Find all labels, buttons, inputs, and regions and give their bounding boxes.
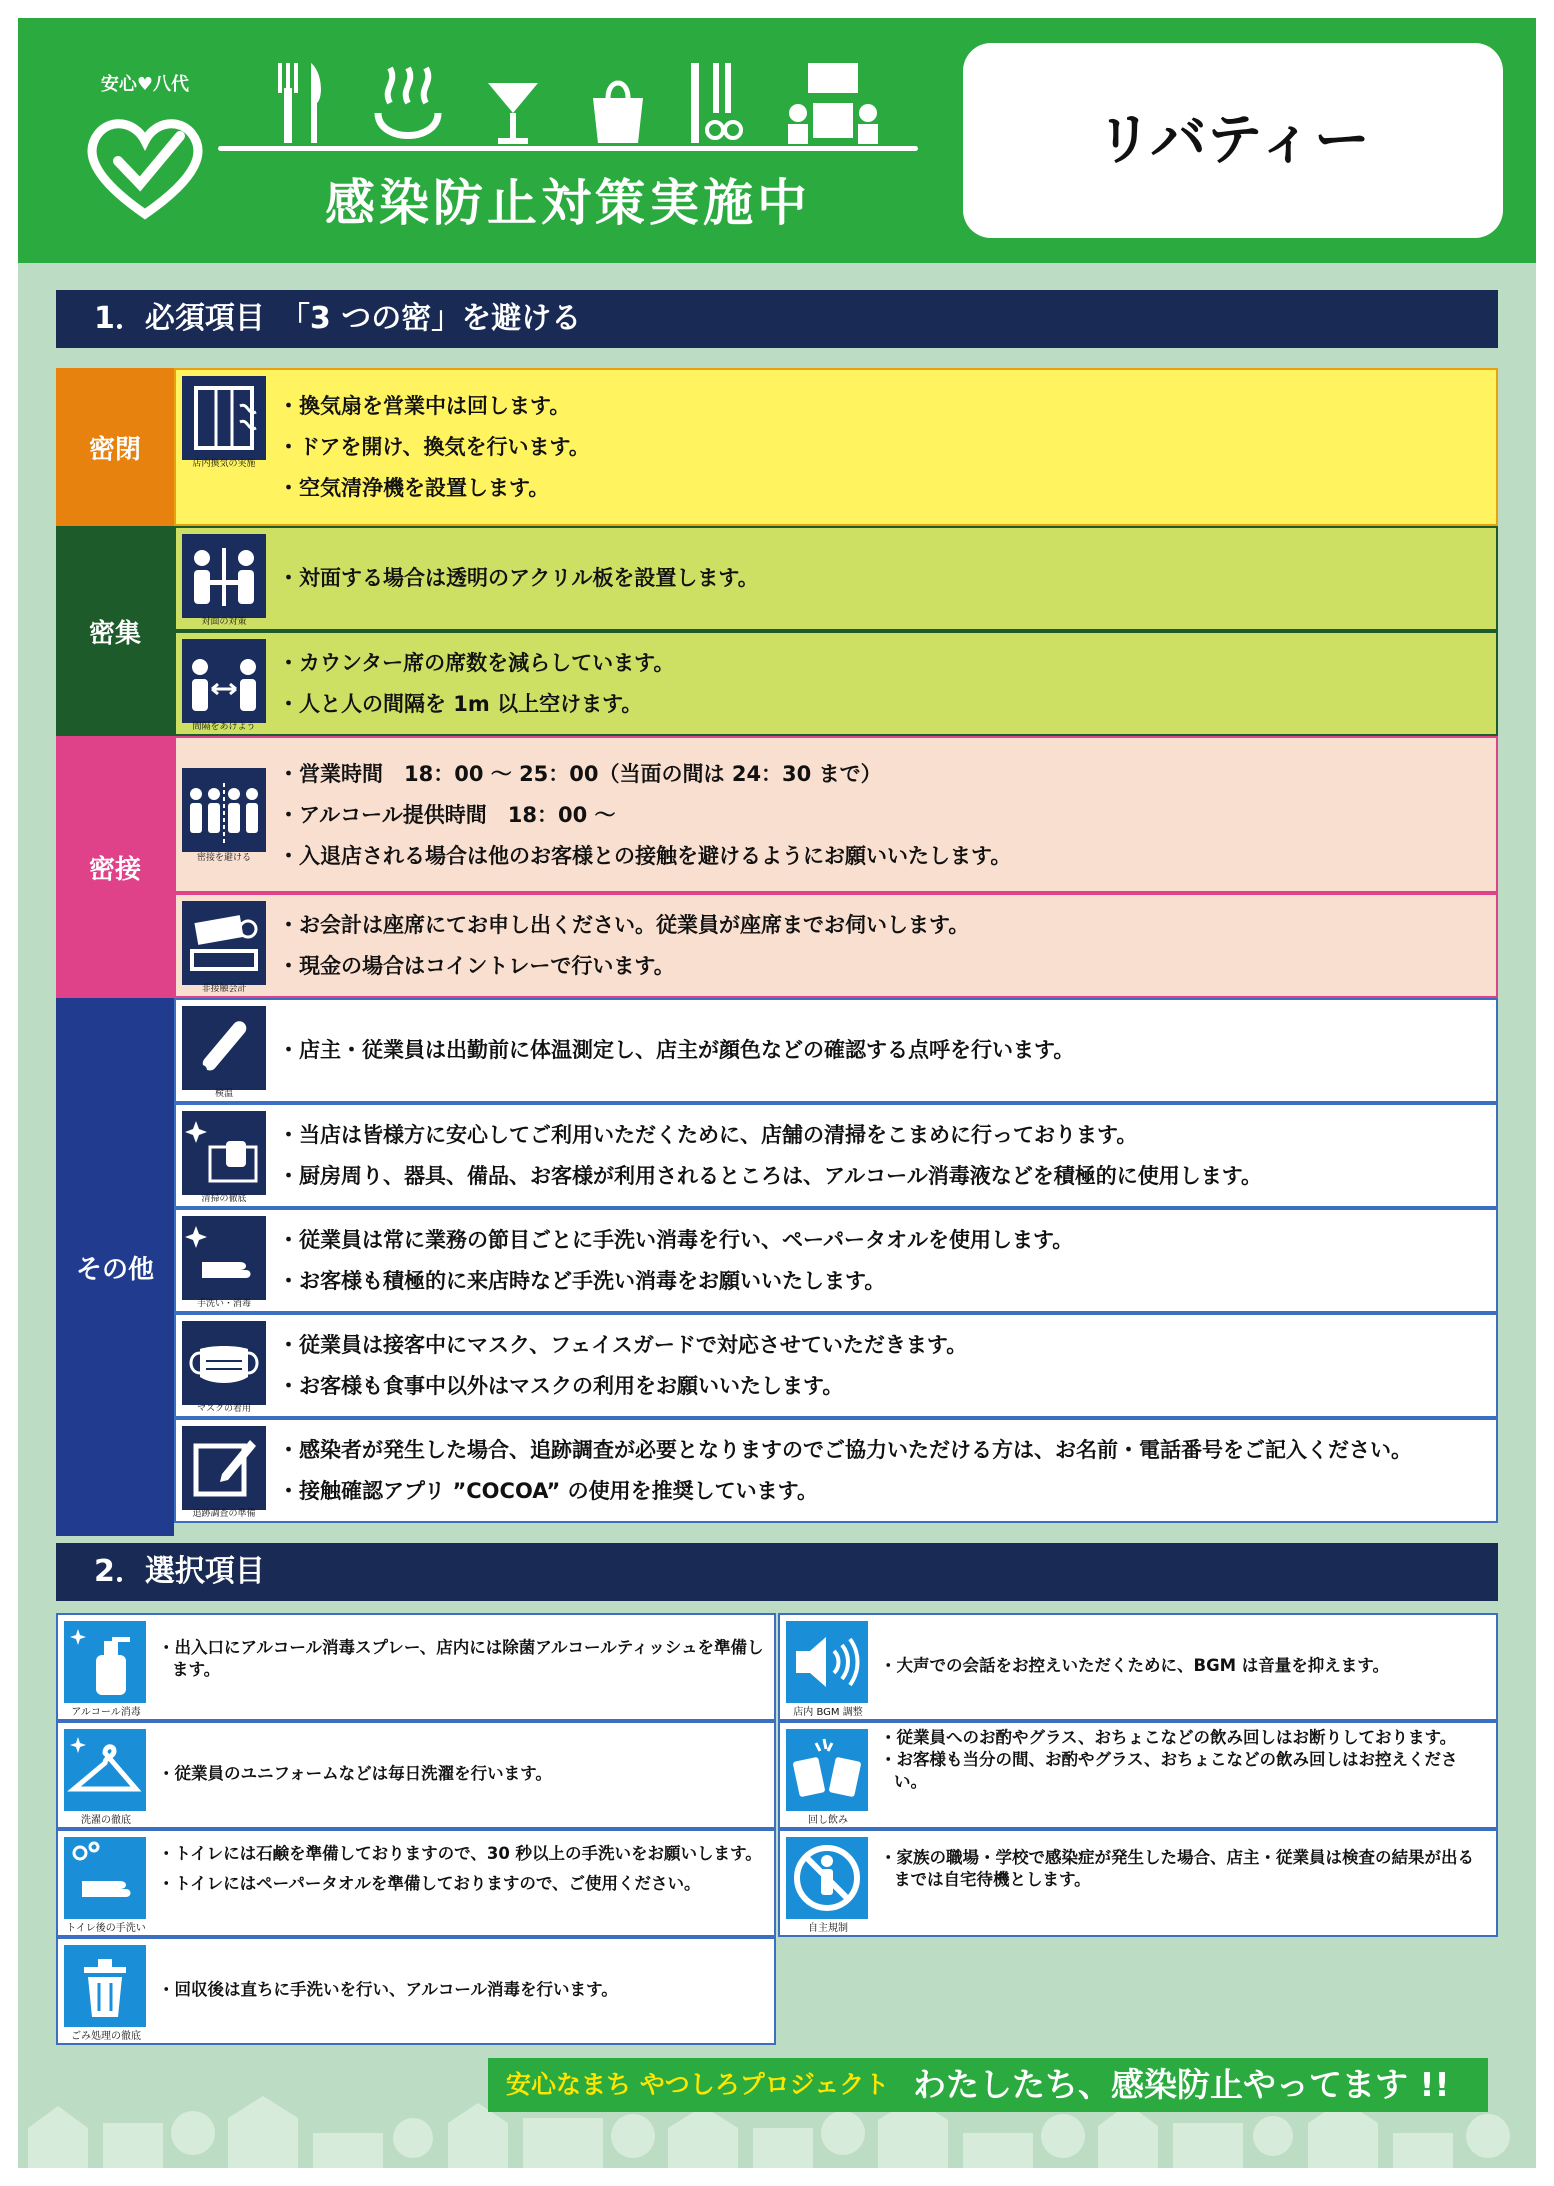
row-temperature [174, 998, 1498, 1103]
shared-drinks-icon [786, 1729, 868, 1811]
shopping-bag-icon [583, 58, 653, 148]
no-entry-person-icon [786, 1837, 868, 1919]
handwash-icon [182, 1216, 266, 1300]
ventilation-icon [182, 376, 266, 460]
cleaning-icon [182, 1111, 266, 1195]
comb-scissors-icon [683, 58, 753, 148]
text-line: ・対面する場合は透明のアクリル板を設置します。 [278, 566, 759, 590]
text-line: ・店主・従業員は出勤前に体温測定し、店主が顔色などの確認する点呼を行います。 [278, 1038, 1075, 1062]
text-line: ・人と人の間隔を 1m 以上空けます。 [278, 692, 643, 716]
distance-icon [182, 639, 266, 723]
tracing-form-icon [182, 1426, 266, 1510]
thermometer-icon [182, 1006, 266, 1090]
text-line: ・換気扇を営業中は回します。 [278, 394, 571, 418]
row-text [278, 558, 759, 599]
icon-caption: トイレ後の手洗い [66, 1923, 146, 1934]
option-text [880, 1727, 1490, 1793]
row-text [278, 1030, 1074, 1071]
sanitizer-icon [64, 1621, 146, 1703]
text-line: ・大声での会話をお控えいただくために、BGM は音量を抑えます。 [880, 1656, 1389, 1675]
option-self-restraint [778, 1829, 1498, 1937]
icon-caption: 店内換気の実施 [192, 459, 256, 469]
icon-caption: 洗濯の徹底 [81, 1815, 131, 1826]
row-face-to-face [174, 526, 1498, 631]
icon-caption: 密接を避ける [196, 853, 251, 863]
text-line: ・感染者が発生した場合、追跡調査が必要となりますのでご協力いただける方は、お名前・電話番号をご記入ください。 [278, 1438, 1412, 1462]
toilet-handwash-icon [64, 1837, 146, 1919]
row-tracing [174, 1418, 1498, 1523]
row-text [278, 1115, 1262, 1197]
row-mask [174, 1313, 1498, 1418]
poster [18, 18, 1536, 2168]
icon-caption: 手洗い・消毒 [196, 1299, 251, 1309]
category-other: その他 [56, 998, 174, 1536]
row-ventilation [174, 368, 1498, 526]
icon-caption: マスクの着用 [196, 1404, 251, 1414]
text-line: ・空気清浄機を設置します。 [278, 476, 550, 500]
text-line: ・家族の職場・学校で感染症が発生した場合、店主・従業員は検査の結果が出るまでは自宅待機とします。 [880, 1848, 1474, 1889]
row-text [278, 643, 674, 725]
meeting-icon [783, 58, 883, 148]
logo-text: 安心♥八代 [100, 74, 190, 95]
icon-caption: 自主規制 [808, 1923, 848, 1934]
text-line: ・ドアを開け、換気を行います。 [278, 435, 590, 459]
icon-caption: 対面の対策 [201, 617, 247, 627]
text-line: ・アルコール提供時間 18：00 ～ [278, 803, 616, 827]
store-name: リバティー [1096, 108, 1370, 173]
icon-caption: 回し飲み [808, 1815, 848, 1826]
row-text [278, 1325, 967, 1407]
text-line: ・お客様も積極的に来店時など手洗い消毒をお願いいたします。 [278, 1269, 886, 1293]
option-trash [56, 1937, 776, 2045]
category-missetsu: 密接 [56, 736, 174, 998]
header-divider [218, 146, 918, 151]
option-laundry [56, 1721, 776, 1829]
text-line: ・トイレにはペーパータオルを準備しておりますので、ご使用ください。 [158, 1874, 701, 1893]
text-line: ・出入口にアルコール消毒スプレー、店内には除菌アルコールティッシュを準備します。 [158, 1638, 764, 1679]
section2-heading: 2．選択項目 [56, 1543, 1498, 1601]
option-toilet-handwash [56, 1829, 776, 1937]
text-line: ・お客様も食事中以外はマスクの利用をお願いいたします。 [278, 1374, 844, 1398]
trash-icon [64, 1945, 146, 2027]
row-text [278, 1430, 1412, 1512]
face-to-face-icon [182, 534, 266, 618]
hot-spring-icon [368, 58, 448, 148]
row-distance [174, 631, 1498, 736]
row-text [278, 386, 590, 509]
row-contactless-payment [174, 893, 1498, 998]
option-text [158, 1637, 768, 1681]
text-line: ・営業時間 18：00 ～ 25：00（当面の間は 24：30 まで） [278, 762, 882, 786]
row-text [278, 1220, 1073, 1302]
store-name-box [963, 43, 1503, 238]
text-line: ・厨房周り、器具、備品、お客様が利用されるところは、アルコール消毒液などを積極的に使用します。 [278, 1164, 1263, 1188]
text-line: ・入退店される場合は他のお客様との接触を避けるようにお願いいたします。 [278, 844, 1012, 868]
icon-caption: 非接触会計 [201, 984, 247, 994]
icon-caption: ごみ処理の徹底 [71, 2031, 141, 2042]
category-mippei: 密閉 [56, 368, 174, 526]
option-text [158, 1979, 768, 2001]
row-cleaning [174, 1103, 1498, 1208]
text-line: ・接触確認アプリ ”COCOA” の使用を推奨しています。 [278, 1479, 818, 1503]
icon-caption: 検温 [214, 1089, 233, 1099]
option-text [158, 1763, 768, 1785]
option-text [880, 1847, 1490, 1891]
text-line: ・トイレには石鹸を準備しておりますので、30 秒以上の手洗いをお願いします。 [158, 1844, 762, 1863]
avoid-contact-icon [182, 768, 266, 852]
option-shared-drinks [778, 1721, 1498, 1829]
cocktail-icon [483, 58, 543, 148]
text-line: ・従業員は常に業務の節目ごとに手洗い消毒を行い、ペーパータオルを使用します。 [278, 1228, 1074, 1252]
text-line: ・従業員のユニフォームなどは毎日洗濯を行います。 [158, 1764, 552, 1783]
row-text [278, 754, 1011, 877]
header-banner [18, 18, 1536, 263]
contactless-payment-icon [182, 901, 266, 985]
text-line: ・従業員へのお酌やグラス、おちょこなどの飲み回しはお断りしております。 [880, 1728, 1457, 1747]
footer-banner [488, 2058, 1488, 2112]
heart-check-icon [80, 96, 210, 226]
option-bgm [778, 1613, 1498, 1721]
option-text [880, 1655, 1490, 1677]
text-line: ・従業員は接客中にマスク、フェイスガードで対応させていただきます。 [278, 1333, 968, 1357]
section1-heading: 1．必須項目 「3 つの密」を避ける [56, 290, 1498, 348]
text-line: ・現金の場合はコイントレーで行います。 [278, 954, 675, 978]
row-text [278, 905, 969, 987]
icon-caption: 清掃の徹底 [201, 1194, 247, 1204]
footer-slogan: わたしたち、感染防止やってます !! [913, 2065, 1450, 2104]
required-items [56, 368, 1498, 1536]
footer-project: 安心なまち やつしろプロジェクト [506, 2070, 890, 2099]
text-line: ・当店は皆様方に安心してご利用いただくために、店舗の清掃をこまめに行っております。 [278, 1123, 1138, 1147]
option-text [158, 1843, 768, 1895]
icon-caption: アルコール消毒 [71, 1707, 141, 1718]
header-title: 感染防止対策実施中 [325, 174, 811, 232]
text-line: ・お会計は座席にてお申し出ください。従業員が座席までお伺いします。 [278, 913, 970, 937]
category-misshu: 密集 [56, 526, 174, 736]
anshin-yatsushiro-logo [80, 70, 210, 220]
option-sanitizer [56, 1613, 776, 1721]
speaker-icon [786, 1621, 868, 1703]
facility-icons [263, 58, 903, 158]
mask-icon [182, 1321, 266, 1405]
laundry-icon [64, 1729, 146, 1811]
fork-knife-icon [273, 58, 328, 148]
text-line: ・お客様も当分の間、お酌やグラス、おちょこなどの飲み回しはお控えください。 [880, 1750, 1458, 1791]
row-avoid-contact [174, 736, 1498, 893]
text-line: ・回収後は直ちに手洗いを行い、アルコール消毒を行います。 [158, 1980, 618, 1999]
icon-caption: 店内 BGM 調整 [793, 1707, 863, 1718]
row-handwash [174, 1208, 1498, 1313]
icon-caption: 間隔をあけよう [192, 722, 256, 732]
icon-caption: 追跡調査の準備 [192, 1509, 256, 1519]
text-line: ・カウンター席の席数を減らしています。 [278, 651, 675, 675]
